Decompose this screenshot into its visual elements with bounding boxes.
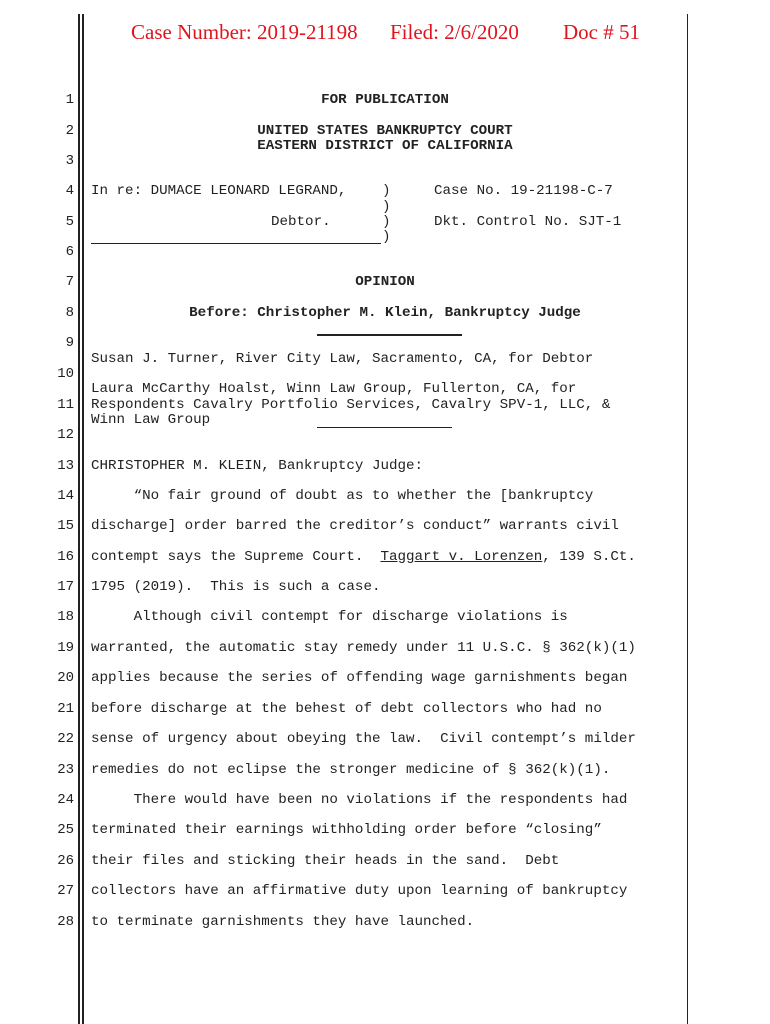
- line-number: 14: [57, 488, 74, 504]
- body-line-17: 1795 (2019). This is such a case.: [91, 579, 381, 595]
- body-line-19: warranted, the automatic stay remedy under 11 U.S.C. § 362(k)(1): [91, 640, 636, 656]
- for-publication: FOR PUBLICATION: [321, 92, 449, 108]
- left-margin-rule-2: [82, 14, 84, 1024]
- body-text: contempt says the Supreme Court.: [91, 549, 381, 565]
- opinion-title: OPINION: [355, 274, 415, 290]
- caption-paren: ): [382, 214, 391, 230]
- debtor-label: Debtor.: [271, 214, 331, 230]
- body-line-20: applies because the series of offending wage garnishments began: [91, 670, 628, 686]
- line-number: 17: [57, 579, 74, 595]
- line-number: 18: [57, 609, 74, 625]
- judge-byline: CHRISTOPHER M. KLEIN, Bankruptcy Judge:: [91, 458, 424, 474]
- line-number: 22: [57, 731, 74, 747]
- body-line-21: before discharge at the behest of debt collectors who had no: [91, 701, 602, 717]
- body-line-26: their files and sticking their heads in the sand. Debt: [91, 853, 560, 869]
- body-line-14: “No fair ground of doubt as to whether the [bankruptcy: [91, 488, 594, 504]
- caption-paren: ): [382, 199, 391, 215]
- body-line-16: [91, 548, 636, 566]
- caption-underline: [91, 243, 381, 244]
- before-judge: Before: Christopher M. Klein, Bankruptcy Judge: [189, 305, 581, 321]
- line-number: 6: [65, 244, 74, 260]
- line-number: 28: [57, 914, 74, 930]
- line-number: 24: [57, 792, 74, 808]
- line-number: 21: [57, 701, 74, 717]
- right-margin-rule: [687, 14, 688, 1024]
- line-number: 4: [65, 183, 74, 199]
- respondent-counsel-line2: Respondents Cavalry Portfolio Services, Cavalry SPV-1, LLC, &: [91, 397, 611, 413]
- case-citation: Taggart v. Lorenzen: [380, 549, 543, 565]
- line-number: 7: [65, 274, 74, 290]
- body-line-18: Although civil contempt for discharge violations is: [91, 609, 568, 625]
- doc-number-stamp: Doc # 51: [563, 20, 640, 44]
- court-district: EASTERN DISTRICT OF CALIFORNIA: [257, 138, 513, 154]
- debtor-counsel: Susan J. Turner, River City Law, Sacramento, CA, for Debtor: [91, 351, 594, 367]
- line-number: 2: [65, 123, 74, 139]
- in-re-party: In re: DUMACE LEONARD LEGRAND,: [91, 183, 347, 199]
- body-text: , 139 S.Ct.: [542, 549, 636, 565]
- body-line-27: collectors have an affirmative duty upon learning of bankruptcy: [91, 883, 628, 899]
- court-name: UNITED STATES BANKRUPTCY COURT: [257, 123, 513, 139]
- case-number-stamp: Case Number: 2019-21198: [131, 20, 358, 44]
- body-line-25: terminated their earnings withholding order before “closing”: [91, 822, 602, 838]
- line-number: 19: [57, 640, 74, 656]
- line-number: 15: [57, 518, 74, 534]
- opinion-rule: [317, 334, 462, 336]
- line-number: 25: [57, 822, 74, 838]
- body-line-28: to terminate garnishments they have launched.: [91, 914, 475, 930]
- line-number: 26: [57, 853, 74, 869]
- caption-paren: ): [382, 183, 391, 199]
- line-number: 1: [65, 92, 74, 108]
- line-number: 12: [57, 427, 74, 443]
- filed-date-stamp: Filed: 2/6/2020: [390, 20, 519, 44]
- respondent-counsel-line3: Winn Law Group: [91, 412, 211, 428]
- line-number: 9: [65, 335, 74, 351]
- line-number: 16: [57, 549, 74, 565]
- caption-paren: ): [382, 229, 391, 245]
- body-line-24: There would have been no violations if the respondents had: [91, 792, 628, 808]
- line-number: 3: [65, 153, 74, 169]
- left-margin-rule-1: [78, 14, 80, 1024]
- line-number: 20: [57, 670, 74, 686]
- line-number: 27: [57, 883, 74, 899]
- case-number: Case No. 19-21198-C-7: [434, 183, 613, 199]
- body-line-22: sense of urgency about obeying the law. Civil contempt’s milder: [91, 731, 636, 747]
- line-number: 13: [57, 458, 74, 474]
- line-number: 11: [57, 397, 74, 413]
- filing-header: [0, 20, 770, 50]
- docket-control-number: Dkt. Control No. SJT-1: [434, 214, 622, 230]
- respondent-counsel-line1: Laura McCarthy Hoalst, Winn Law Group, Fullerton, CA, for: [91, 381, 577, 397]
- line-number: 5: [65, 214, 74, 230]
- body-line-23: remedies do not eclipse the stronger medicine of § 362(k)(1).: [91, 762, 611, 778]
- line-number: 8: [65, 305, 74, 321]
- counsel-rule: [317, 427, 452, 428]
- body-line-15: discharge] order barred the creditor’s conduct” warrants civil: [91, 518, 619, 534]
- line-number: 23: [57, 762, 74, 778]
- line-number: 10: [57, 366, 74, 382]
